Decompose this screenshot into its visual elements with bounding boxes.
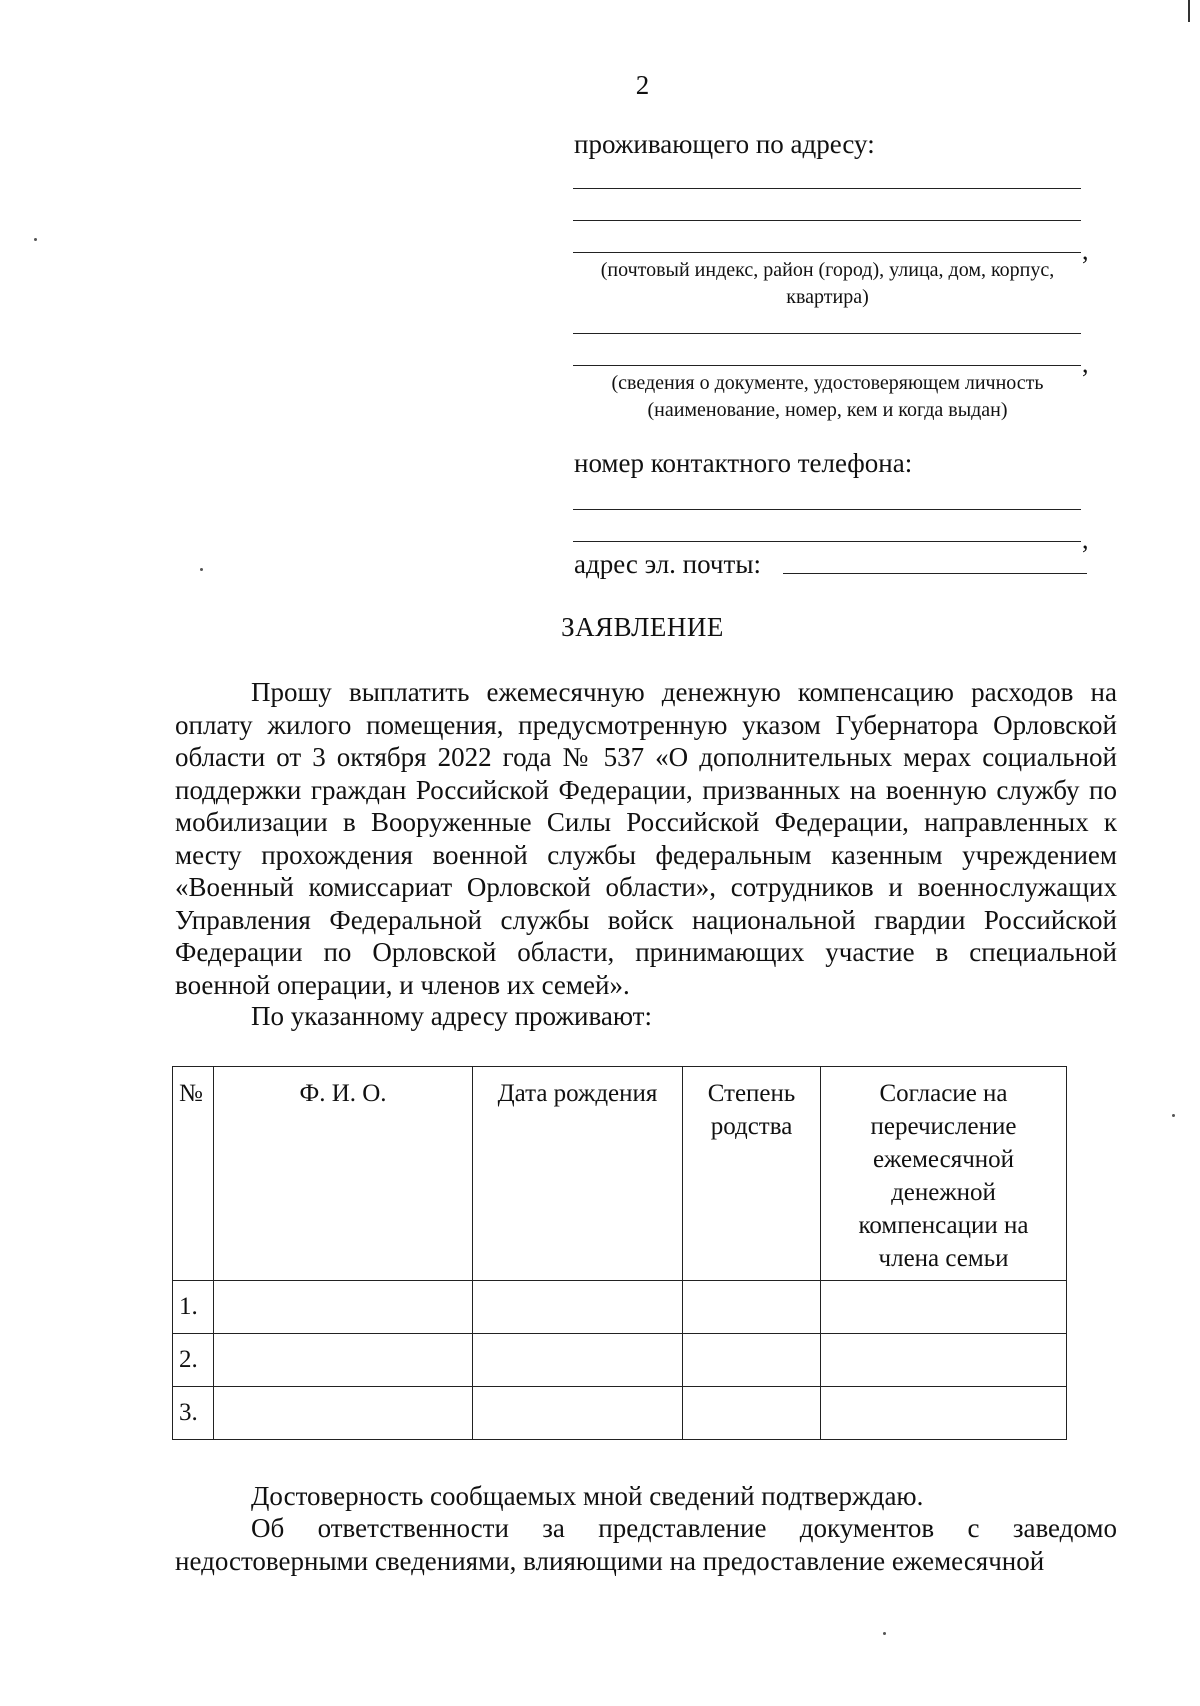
row-number: 1. bbox=[173, 1281, 214, 1334]
fio-cell[interactable] bbox=[214, 1281, 473, 1334]
header-num: № bbox=[173, 1067, 214, 1281]
consent-cell[interactable] bbox=[821, 1387, 1067, 1440]
birth-date-cell[interactable] bbox=[473, 1334, 683, 1387]
residents-intro: По указанному адресу проживают: bbox=[251, 1001, 652, 1031]
residents-intro-block bbox=[175, 1000, 1117, 1033]
scan-speck bbox=[883, 1632, 886, 1635]
header-relation: Степень родства bbox=[683, 1067, 821, 1281]
header-fio: Ф. И. О. bbox=[214, 1067, 473, 1281]
confirmation-block bbox=[175, 1480, 1117, 1513]
comma-mark: , bbox=[1082, 349, 1089, 378]
id-doc-hint-line-1: (сведения о документе, удостоверяющем личность bbox=[611, 372, 1044, 394]
header-birth-date: Дата рождения bbox=[473, 1067, 683, 1281]
birth-date-cell[interactable] bbox=[473, 1387, 683, 1440]
comma-mark: , bbox=[1082, 236, 1089, 265]
header-consent: Согласие на перечисление ежемесячной денежной компенсации на члена семьи bbox=[821, 1067, 1067, 1281]
birth-date-cell[interactable] bbox=[473, 1281, 683, 1334]
scan-speck bbox=[34, 238, 37, 241]
document-title: ЗАЯВЛЕНИЕ bbox=[561, 612, 724, 642]
consent-cell[interactable] bbox=[821, 1334, 1067, 1387]
scan-speck bbox=[1172, 1114, 1175, 1117]
row-number: 3. bbox=[173, 1387, 214, 1440]
responsibility-text: Об ответственности за представление документов с заведомо недостоверными сведениями, влияющими на предоставление ежемесячной bbox=[175, 1513, 1117, 1576]
relation-cell[interactable] bbox=[683, 1281, 821, 1334]
table-row bbox=[173, 1387, 1067, 1440]
family-members-table bbox=[172, 1066, 1067, 1440]
address-line-2[interactable] bbox=[573, 220, 1081, 221]
scan-edge-mark bbox=[1188, 0, 1190, 22]
comma-mark: , bbox=[1082, 525, 1089, 554]
email-line[interactable] bbox=[783, 573, 1087, 574]
id-doc-hint-line-2: (наименование, номер, кем и когда выдан) bbox=[647, 399, 1008, 421]
table-row bbox=[173, 1334, 1067, 1387]
table-header-row bbox=[173, 1067, 1067, 1281]
address-label: проживающего по адресу: bbox=[574, 129, 875, 159]
scan-speck bbox=[200, 568, 203, 571]
phone-label: номер контактного телефона: bbox=[574, 448, 913, 478]
email-label: адрес эл. почты: bbox=[574, 549, 761, 579]
responsibility-block bbox=[175, 1512, 1117, 1577]
relation-cell[interactable] bbox=[683, 1387, 821, 1440]
fio-cell[interactable] bbox=[214, 1387, 473, 1440]
consent-cell[interactable] bbox=[821, 1281, 1067, 1334]
address-hint: (почтовый индекс, район (город), улица, дом, корпус, квартира) bbox=[600, 259, 1055, 308]
table-row bbox=[173, 1281, 1067, 1334]
id-doc-line-2[interactable] bbox=[573, 365, 1081, 366]
request-text: Прошу выплатить ежемесячную денежную компенсацию расходов на оплату жилого помещения, предусмотренную указом Губернатора Орловской области от 3 октября 2022 года № 537 «О дополнительных мерах социальной поддержки граждан Российской Федерации, призванных на военную службу по мобилизации в Вооруженные Силы Российской Федерации, направленных к месту прохождения военной службы федеральным казенным учреждением «Военный комиссариат Орловской области», сотрудников и военнослужащих Управления Федеральной службы войск национальной гвардии Российской Федерации по Орловской области, принимающих участие в специальной военной операции, и членов их семей». bbox=[175, 677, 1117, 1000]
address-line-3[interactable] bbox=[573, 252, 1081, 253]
confirmation-text: Достоверность сообщаемых мной сведений подтверждаю. bbox=[251, 1481, 924, 1511]
page-number: 2 bbox=[635, 70, 650, 100]
address-line-1[interactable] bbox=[573, 188, 1081, 189]
fio-cell[interactable] bbox=[214, 1334, 473, 1387]
relation-cell[interactable] bbox=[683, 1334, 821, 1387]
row-number: 2. bbox=[173, 1334, 214, 1387]
request-paragraph bbox=[175, 676, 1117, 1001]
id-doc-line-1[interactable] bbox=[573, 333, 1081, 334]
phone-line-1[interactable] bbox=[573, 509, 1081, 510]
phone-line-2[interactable] bbox=[573, 541, 1081, 542]
